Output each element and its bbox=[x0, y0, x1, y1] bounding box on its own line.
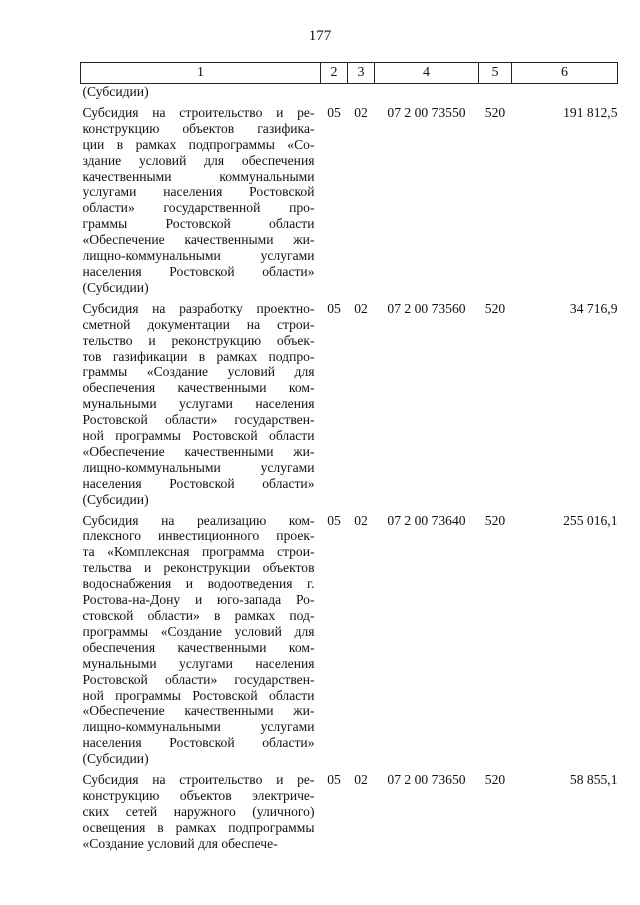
description-line: стовской области» в рамках под- bbox=[82, 608, 315, 623]
row-subsection-code: 02 bbox=[354, 772, 368, 788]
description-line: Субсидия на реализацию ком- bbox=[82, 512, 315, 528]
description-line: освещения в рамках подпрограммы bbox=[82, 819, 315, 835]
table-header-row bbox=[81, 63, 618, 84]
description-line: населения Ростовской области» bbox=[82, 263, 315, 279]
row-description bbox=[81, 105, 321, 296]
description-line: Ростовской области» государствен- bbox=[82, 412, 315, 428]
description-line: водоснабжения и водоотведения г. bbox=[82, 576, 315, 592]
description-line: качественными коммунальными bbox=[82, 168, 315, 184]
row-section-code: 05 bbox=[327, 512, 341, 528]
description-line: (Субсидии) bbox=[82, 279, 149, 295]
description-line: Ростова-на-Дону и юго-запада Ро- bbox=[82, 592, 315, 608]
description-line: «Обеспечение качественными жи- bbox=[82, 443, 315, 459]
row-expense-type: 520 bbox=[484, 772, 506, 788]
row-subsection-code: 02 bbox=[354, 512, 368, 528]
header-col-4: 4 bbox=[375, 63, 479, 84]
description-line: здание условий для обеспечения bbox=[82, 152, 315, 168]
table-row bbox=[81, 772, 618, 852]
row-amount: 34 716,9 bbox=[569, 300, 618, 316]
description-line: «Обеспечение качественными жи- bbox=[82, 232, 315, 248]
header-col-2: 2 bbox=[321, 63, 348, 84]
continuation-text: (Субсидии) bbox=[82, 84, 149, 99]
description-line: сметной документации на строи- bbox=[82, 316, 315, 332]
description-line: Ростовской области» государствен- bbox=[82, 671, 315, 687]
table-row bbox=[81, 513, 618, 768]
description-line: лищно-коммунальными услугами bbox=[82, 719, 315, 735]
row-target-article: 07 2 00 73550 bbox=[387, 104, 466, 120]
row-target-article: 07 2 00 73650 bbox=[387, 772, 466, 788]
row-subsection-code: 02 bbox=[354, 104, 368, 120]
description-line: населения Ростовской области» bbox=[82, 735, 315, 751]
description-line: тельство и реконструкцию объек- bbox=[82, 332, 315, 348]
row-subsection-code: 02 bbox=[354, 300, 368, 316]
description-line: обеспечения качественными ком- bbox=[82, 639, 315, 655]
description-line: плексного инвестиционного проек- bbox=[82, 528, 315, 544]
row-amount: 191 812,5 bbox=[563, 104, 618, 120]
page-number: 177 bbox=[308, 28, 332, 44]
description-line: мунальными услугами населения bbox=[82, 396, 315, 412]
budget-table bbox=[80, 62, 618, 852]
table-row bbox=[81, 105, 618, 296]
description-line: Субсидия на строительство и ре- bbox=[82, 104, 315, 120]
row-expense-type: 520 bbox=[484, 300, 506, 316]
description-line: населения Ростовской области» bbox=[82, 475, 315, 491]
row-description bbox=[81, 301, 321, 508]
row-target-article: 07 2 00 73640 bbox=[387, 512, 466, 528]
description-line: «Обеспечение качественными жи- bbox=[82, 703, 315, 719]
description-line: лищно-коммунальными услугами bbox=[82, 459, 315, 475]
description-line: (Субсидии) bbox=[82, 751, 149, 767]
description-line: конструкцию объектов электриче- bbox=[82, 787, 315, 803]
description-line: тов газификации в рамках подпро- bbox=[82, 348, 315, 364]
row-description bbox=[81, 772, 321, 852]
description-line: обеспечения качественными ком- bbox=[82, 380, 315, 396]
description-line: граммы «Создание условий для bbox=[82, 364, 315, 380]
description-line: конструкцию объектов газифика- bbox=[82, 120, 315, 136]
table-row bbox=[81, 301, 618, 508]
table-body bbox=[81, 84, 618, 852]
row-section-code: 05 bbox=[327, 772, 341, 788]
description-line: ских сетей наружного (уличного) bbox=[82, 803, 315, 819]
description-line: области» государственной про- bbox=[82, 200, 315, 216]
description-line: Субсидия на строительство и ре- bbox=[82, 772, 315, 788]
description-line: ции в рамках подпрограммы «Со- bbox=[82, 136, 315, 152]
description-line: услугами населения Ростовской bbox=[82, 184, 315, 200]
row-amount: 255 016,1 bbox=[563, 512, 618, 528]
header-col-5: 5 bbox=[479, 63, 512, 84]
row-target-article: 07 2 00 73560 bbox=[387, 300, 466, 316]
header-col-6: 6 bbox=[512, 63, 618, 84]
row-description bbox=[81, 513, 321, 768]
row-expense-type: 520 bbox=[484, 512, 506, 528]
description-line: тельства и реконструкции объектов bbox=[82, 560, 315, 576]
description-line: «Создание условий для обеспече- bbox=[82, 835, 278, 851]
description-line: лищно-коммунальными услугами bbox=[82, 248, 315, 264]
row-expense-type: 520 bbox=[484, 104, 506, 120]
row-amount: 58 855,1 bbox=[569, 772, 618, 788]
description-line: ной программы Ростовской области bbox=[82, 428, 315, 444]
description-line: программы «Создание условий для bbox=[82, 623, 315, 639]
description-line: ной программы Ростовской области bbox=[82, 687, 315, 703]
description-line: граммы Ростовской области bbox=[82, 216, 315, 232]
row-section-code: 05 bbox=[327, 104, 341, 120]
row-section-code: 05 bbox=[327, 300, 341, 316]
header-col-3: 3 bbox=[348, 63, 375, 84]
header-col-1: 1 bbox=[81, 63, 321, 84]
continuation-row bbox=[81, 84, 618, 100]
description-line: мунальными услугами населения bbox=[82, 655, 315, 671]
description-line: та «Комплексная программа строи- bbox=[82, 544, 315, 560]
description-line: Субсидия на разработку проектно- bbox=[82, 300, 315, 316]
description-line: (Субсидии) bbox=[82, 491, 149, 507]
